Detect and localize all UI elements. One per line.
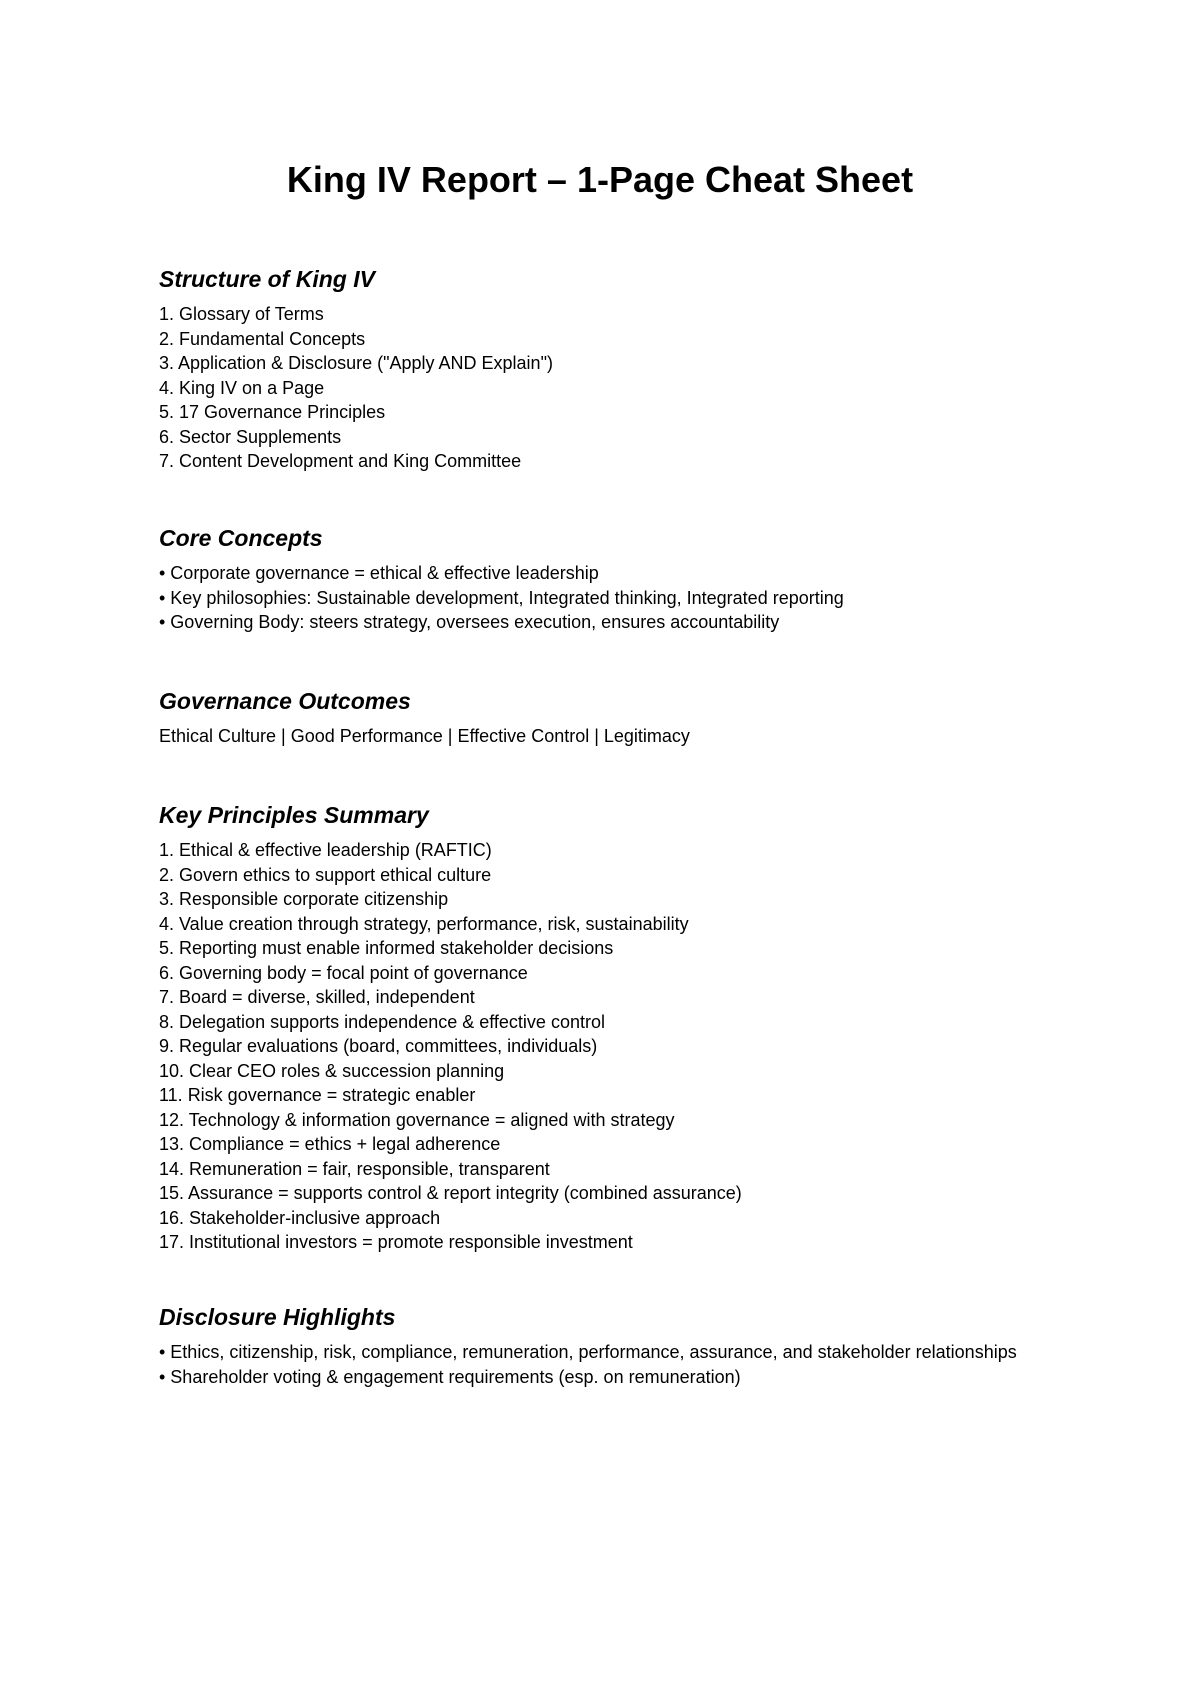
list-item: 2. Fundamental Concepts [159, 328, 366, 349]
list-item: 10. Clear CEO roles & succession planning [159, 1060, 505, 1081]
list-item: 4. King IV on a Page [159, 377, 325, 398]
list-item: 4. Value creation through strategy, performance, risk, sustainability [159, 913, 689, 934]
list-item: 7. Board = diverse, skilled, independent [159, 987, 475, 1007]
list-item: 7. Content Development and King Committee [159, 451, 522, 471]
list-item: 2. Govern ethics to support ethical culture [159, 864, 492, 885]
list-item: 3. Application & Disclosure ("Apply AND Explain") [159, 353, 553, 373]
section-heading: Key Principles Summary [159, 802, 429, 828]
list-item: • Corporate governance = ethical & effective leadership [159, 563, 599, 583]
section-structure [159, 264, 1059, 474]
list-item: 14. Remuneration = fair, responsible, transparent [159, 1158, 550, 1179]
section-governance-outcomes [159, 686, 1059, 749]
list-item: • Governing Body: steers strategy, oversees execution, ensures accountability [159, 612, 780, 632]
list-item: 3. Responsible corporate citizenship [159, 889, 449, 909]
section-heading: Structure of King IV [159, 266, 375, 292]
list-item: 5. Reporting must enable informed stakeholder decisions [159, 938, 614, 958]
outcomes-list [159, 724, 1059, 749]
list-item: • Shareholder voting & engagement requirements (esp. on remuneration) [159, 1366, 741, 1387]
list-item: 16. Stakeholder-inclusive approach [159, 1207, 441, 1228]
list-item: • Key philosophies: Sustainable development, Integrated thinking, Integrated reporting [159, 587, 844, 608]
section-key-principles [159, 800, 1059, 1255]
list-item: 13. Compliance = ethics + legal adherence [159, 1134, 501, 1154]
section-heading: Disclosure Highlights [159, 1304, 396, 1330]
page-title: King IV Report – 1-Page Cheat Sheet [286, 159, 914, 200]
structure-list [159, 302, 1059, 474]
section-disclosure-highlights [159, 1302, 1059, 1389]
list-item: 1. Ethical & effective leadership (RAFTIC) [159, 840, 492, 860]
section-heading: Governance Outcomes [159, 688, 411, 714]
section-core-concepts [159, 523, 1059, 635]
list-item: 8. Delegation supports independence & effective control [159, 1011, 605, 1032]
list-item: 5. 17 Governance Principles [159, 402, 386, 422]
disclosure-list [159, 1340, 1059, 1389]
list-item: 12. Technology & information governance = aligned with strategy [159, 1109, 675, 1130]
list-item: 6. Sector Supplements [159, 426, 342, 447]
outcomes-text: Ethical Culture | Good Performance | Effective Control | Legitimacy [159, 726, 690, 746]
list-item: • Ethics, citizenship, risk, compliance, remuneration, performance, assurance, and stakeholder relationships [159, 1342, 1017, 1362]
list-item: 17. Institutional investors = promote responsible investment [159, 1232, 633, 1252]
list-item: 6. Governing body = focal point of governance [159, 962, 528, 983]
core-concepts-list [159, 561, 1059, 635]
list-item: 1. Glossary of Terms [159, 304, 324, 324]
list-item: 9. Regular evaluations (board, committees, individuals) [159, 1036, 598, 1056]
list-item: 15. Assurance = supports control & report integrity (combined assurance) [159, 1183, 742, 1203]
list-item: 11. Risk governance = strategic enabler [159, 1085, 476, 1105]
section-heading: Core Concepts [159, 525, 323, 551]
principles-list [159, 838, 1059, 1255]
